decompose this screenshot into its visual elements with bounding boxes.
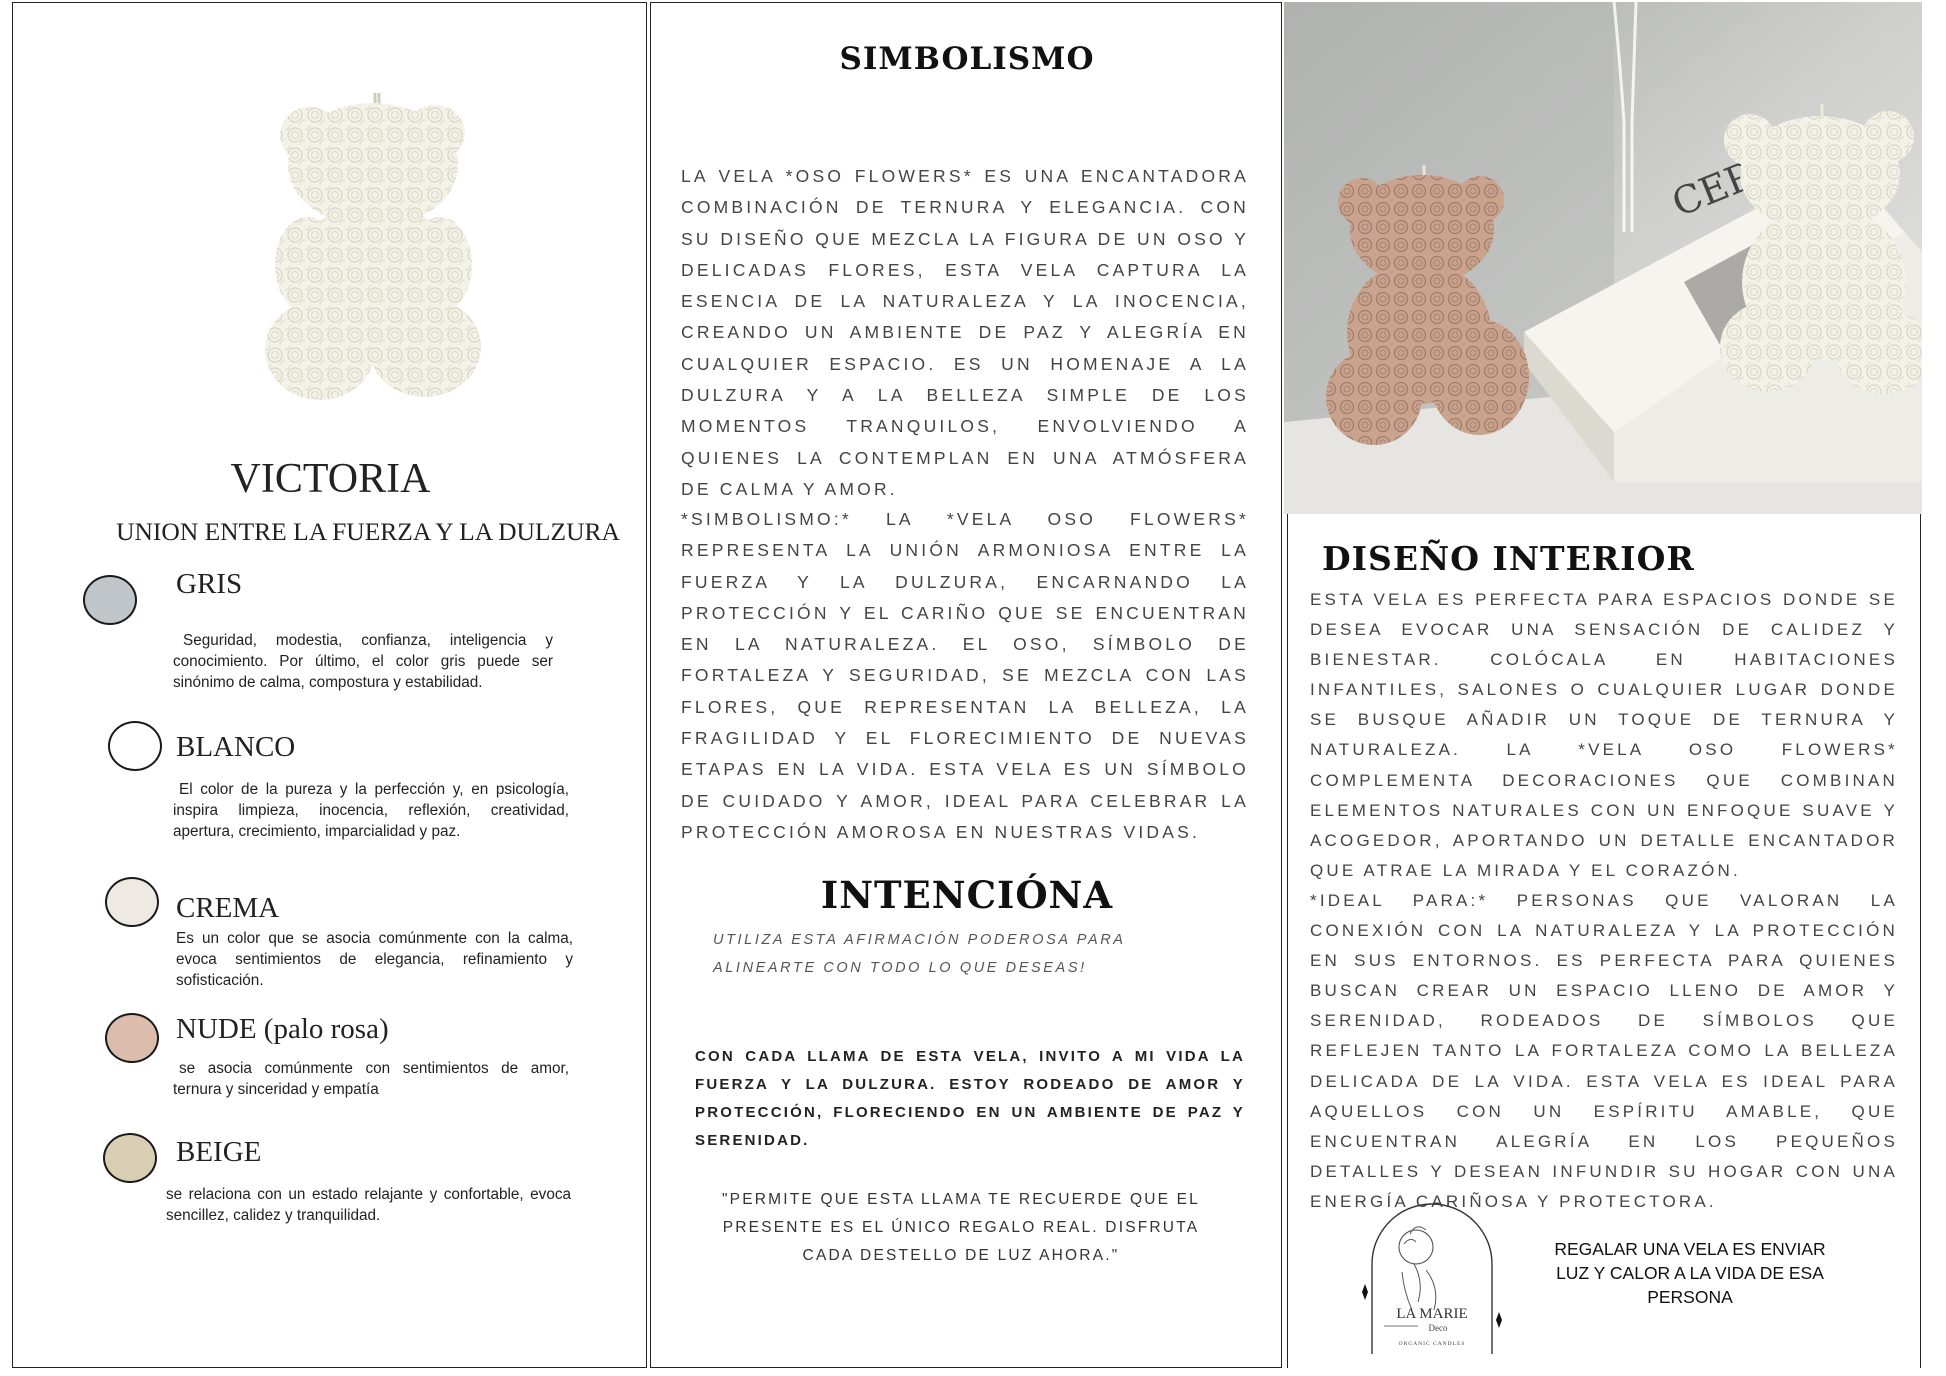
color-name-nude: NUDE (palo rosa) (176, 1013, 389, 1045)
interior-photo (1284, 2, 1922, 514)
color-desc-nude: se asocia comúnmente con sentimientos de amor, ternura y sinceridad y empatía (173, 1060, 569, 1098)
la-marie-logo (1354, 1192, 1510, 1356)
color-name-crema: CREMA (176, 892, 280, 924)
simbolismo-title: SIMBOLISMO (839, 41, 1095, 77)
product-subtitle: UNION ENTRE LA FUERZA Y LA DULZURA (116, 517, 620, 546)
interior-paragraph-1: ESTA VELA ES PERFECTA PARA ESPACIOS DONDE SE DESEA EVOCAR UNA SENSACIÓN DE CALIDEZ Y BIENESTAR. COLÓCALA EN HABITACIONES INFANTILES, SALONES O CUALQUIER LUGAR DONDE SE BUSQUE AÑADIR UN TOQUE DE TERNURA Y NATURALEZA. LA *VELA OSO FLOWERS* COMPLEMENTA DECORACIONES QUE COMBINAN ELEMENTOS NATURALES CON UN ENFOQUE SUAVE Y ACOGEDOR, APORTANDO UN DETALLE ENCANTADOR QUE ATRAE LA MIRADA Y EL CORAZÓN. (1310, 590, 1898, 880)
color-name-blanco: BLANCO (176, 731, 296, 763)
color-desc-beige: se relaciona con un estado relajante y confortable, evoca sencillez, calidez y tranquilidad. (166, 1186, 571, 1224)
product-title: VICTORIA (230, 456, 431, 502)
left-panel (12, 2, 647, 1368)
cream-bear-candle (1720, 104, 1922, 394)
interior-title: DISEÑO INTERIOR (1322, 539, 1695, 578)
simbolismo-paragraph-2: *SIMBOLISMO:* LA *VELA OSO FLOWERS* REPRESENTA LA UNIÓN ARMONIOSA ENTRE LA FUERZA Y LA DULZURA, ENCARNANDO LA PROTECCIÓN Y EL CARIÑO QUE SE ENCUENTRAN EN LA NATURALEZA. EL OSO, SÍMBOLO DE FORTALEZA Y SEGURIDAD, SE MEZCLA CON LAS FLORES, QUE REPRESENTAN LA BELLEZA, LA FRAGILIDAD Y EL FLORECIMIENTO DE NUEVAS ETAPAS EN LA VIDA. ESTA VELA ES UN SÍMBOLO DE CUIDADO Y AMOR, IDEAL PARA CELEBRAR LA PROTECCIÓN AMOROSA EN NUESTRAS VIDAS. (681, 509, 1249, 842)
gift-message: REGALAR UNA VELA ES ENVIAR LUZ Y CALOR A LA VIDA DE ESA PERSONA (1554, 1239, 1826, 1307)
color-desc-gris: Seguridad, modestia, confianza, inteligencia y conocimiento. Por último, el color gris puede ser sinónimo de calma, compostura y estabilidad. (173, 632, 553, 691)
logo-sub: Deco (1428, 1323, 1448, 1333)
affirmation-text: CON CADA LLAMA DE ESTA VELA, INVITO A MI VIDA LA FUERZA Y LA DULZURA. ESTOY RODEADO DE AMOR Y PROTECCIÓN, FLORECIENDO EN UN AMBIENTE DE PAZ Y SERENIDAD. (695, 1048, 1245, 1149)
color-swatch-blanco (108, 721, 162, 771)
color-swatch-nude (105, 1013, 159, 1063)
color-swatch-gris (83, 575, 137, 625)
intention-title: INTENCIÓNA (820, 873, 1114, 917)
interior-paragraph-2: *IDEAL PARA:* PERSONAS QUE VALORAN LA CONEXIÓN CON LA NATURALEZA Y LA PROTECCIÓN EN SUS ENTORNOS. ES PERFECTA PARA QUIENES BUSCAN CREAR UN ESPACIO LLENO DE AMOR Y SERENIDAD, RODEADOS DE SÍMBOLOS QUE REFLEJEN TANTO LA FORTALEZA COMO LA BELLEZA DELICADA DE LA VIDA. ESTA VELA ES IDEAL PARA AQUELLOS CON UN ESPÍRITU AMABLE, QUE ENCUENTRAN ALEGRÍA EN LOS PEQUEÑOS DETALLES Y DESEAN INFUNDIR SU HOGAR CON UNA ENERGÍA CARIÑOSA Y PROTECTORA. (1310, 891, 1898, 1211)
cream-bear-candle-image (265, 85, 505, 405)
color-desc-blanco: El color de la pureza y la perfección y, en psicología, inspira limpieza, inocencia, reflexión, creatividad, apertura, crecimiento, imparcialidad y paz. (173, 781, 569, 840)
right-panel (1284, 2, 1922, 1368)
logo-name: LA MARIE (1396, 1306, 1468, 1322)
color-swatch-beige (103, 1133, 157, 1183)
intention-subtitle: UTILIZA ESTA AFIRMACIÓN PODEROSA PARA ALINEARTE CON TODO LO QUE DESEAS! (713, 932, 1126, 976)
simbolismo-paragraph-1: LA VELA *OSO FLOWERS* ES UNA ENCANTADORA COMBINACIÓN DE TERNURA Y ELEGANCIA. CON SU DISEÑO QUE MEZCLA LA FIGURA DE UN OSO Y DELICADAS FLORES, ESTA VELA CAPTURA LA ESENCIA DE LA NATURALEZA Y LA INOCENCIA, CREANDO UN AMBIENTE DE PAZ Y ALEGRÍA EN CUALQUIER ESPACIO. ES UN HOMENAJE A LA DULZURA Y A LA BELLEZA SIMPLE DE LOS MOMENTOS TRANQUILOS, ENVOLVIENDO A QUIENES LA CONTEMPLAN EN UNA ATMÓSFERA DE CALMA Y AMOR. (681, 166, 1249, 499)
middle-panel (650, 2, 1282, 1368)
color-name-gris: GRIS (176, 568, 243, 600)
quote-text: "PERMITE QUE ESTA LLAMA TE RECUERDE QUE EL PRESENTE ES EL ÚNICO REGALO REAL. DISFRUTA CADA DESTELLO DE LUZ AHORA." (721, 1191, 1201, 1264)
logo-tagline: ORGANIC CANDLES (1398, 1341, 1466, 1347)
color-name-beige: BEIGE (176, 1136, 262, 1168)
color-desc-crema: Es un color que se asocia comúnmente con la calma, evoca sentimientos de elegancia, refinamiento y sofisticación. (176, 930, 573, 989)
color-swatch-crema (105, 877, 159, 927)
